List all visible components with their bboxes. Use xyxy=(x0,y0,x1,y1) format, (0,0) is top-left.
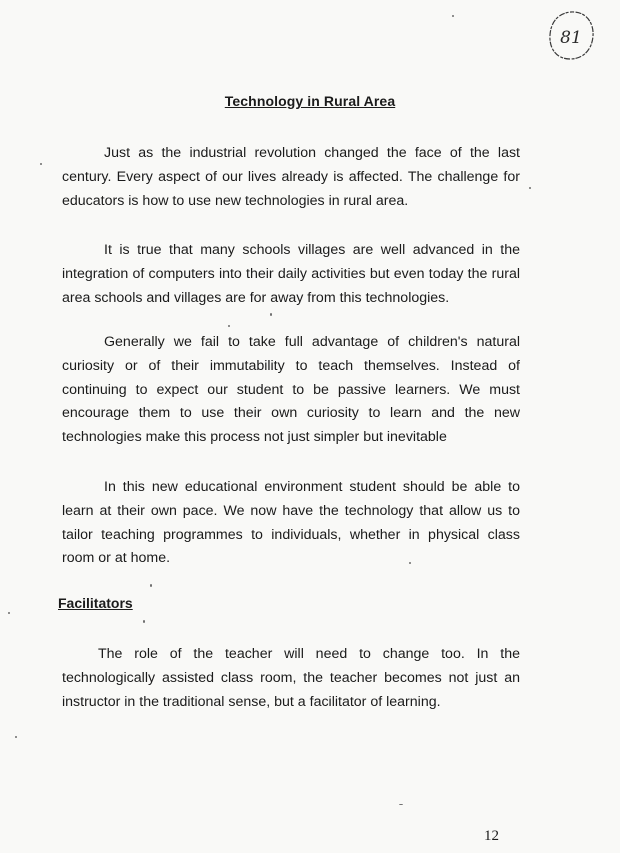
section-paragraph-1-text: The role of the teacher will need to change too. In the technologically assisted class room, the teacher becomes not just an instructor in the traditional sense, but a facilitator of learning. xyxy=(62,646,520,710)
page-number: 12 xyxy=(484,828,499,844)
paragraph-1 xyxy=(62,142,520,213)
scan-speck xyxy=(143,620,145,623)
paragraph-3-text: Generally we fail to take full advantage of children's natural curiosity or of their immutability to teach themselves. Instead of continuing to expect our student to be passive learners. We must encourage them to use their own curiosity to learn and the new technologies make this process not just simpler but inevitable xyxy=(62,334,520,446)
scan-speck xyxy=(228,325,230,327)
scan-speck xyxy=(399,804,403,805)
scan-speck xyxy=(8,612,10,614)
scan-speck xyxy=(409,562,411,564)
scan-speck xyxy=(150,584,152,587)
paragraph-4-text: In this new educational environment student should be able to learn at their own pace. We now have the technology that allow us to tailor teaching programmes to individuals, whether in physical class room or at home. xyxy=(62,479,520,567)
paragraph-2-text: It is true that many schools villages are well advanced in the integration of computers into their daily activities but even today the rural area schools and villages are for away from this technologies. xyxy=(62,242,520,306)
page-title: Technology in Rural Area xyxy=(224,93,396,109)
scan-speck xyxy=(452,15,454,17)
stamp-text: 81 xyxy=(560,28,582,48)
section-paragraph-1 xyxy=(62,643,520,714)
paragraph-1-text: Just as the industrial revolution changed the face of the last century. Every aspect of our lives already is affected. The challenge for educators is how to use new technologies in rural area. xyxy=(62,145,520,209)
scan-speck xyxy=(270,313,272,316)
scan-speck xyxy=(529,187,531,189)
scan-speck xyxy=(15,736,17,738)
page-number-stamp xyxy=(546,8,596,64)
paragraph-2 xyxy=(62,239,520,310)
stamp-circle-icon xyxy=(546,8,596,64)
paragraph-4 xyxy=(62,476,520,571)
paragraph-3 xyxy=(62,331,520,450)
section-heading: Facilitators xyxy=(58,595,133,611)
scan-speck xyxy=(40,163,42,165)
